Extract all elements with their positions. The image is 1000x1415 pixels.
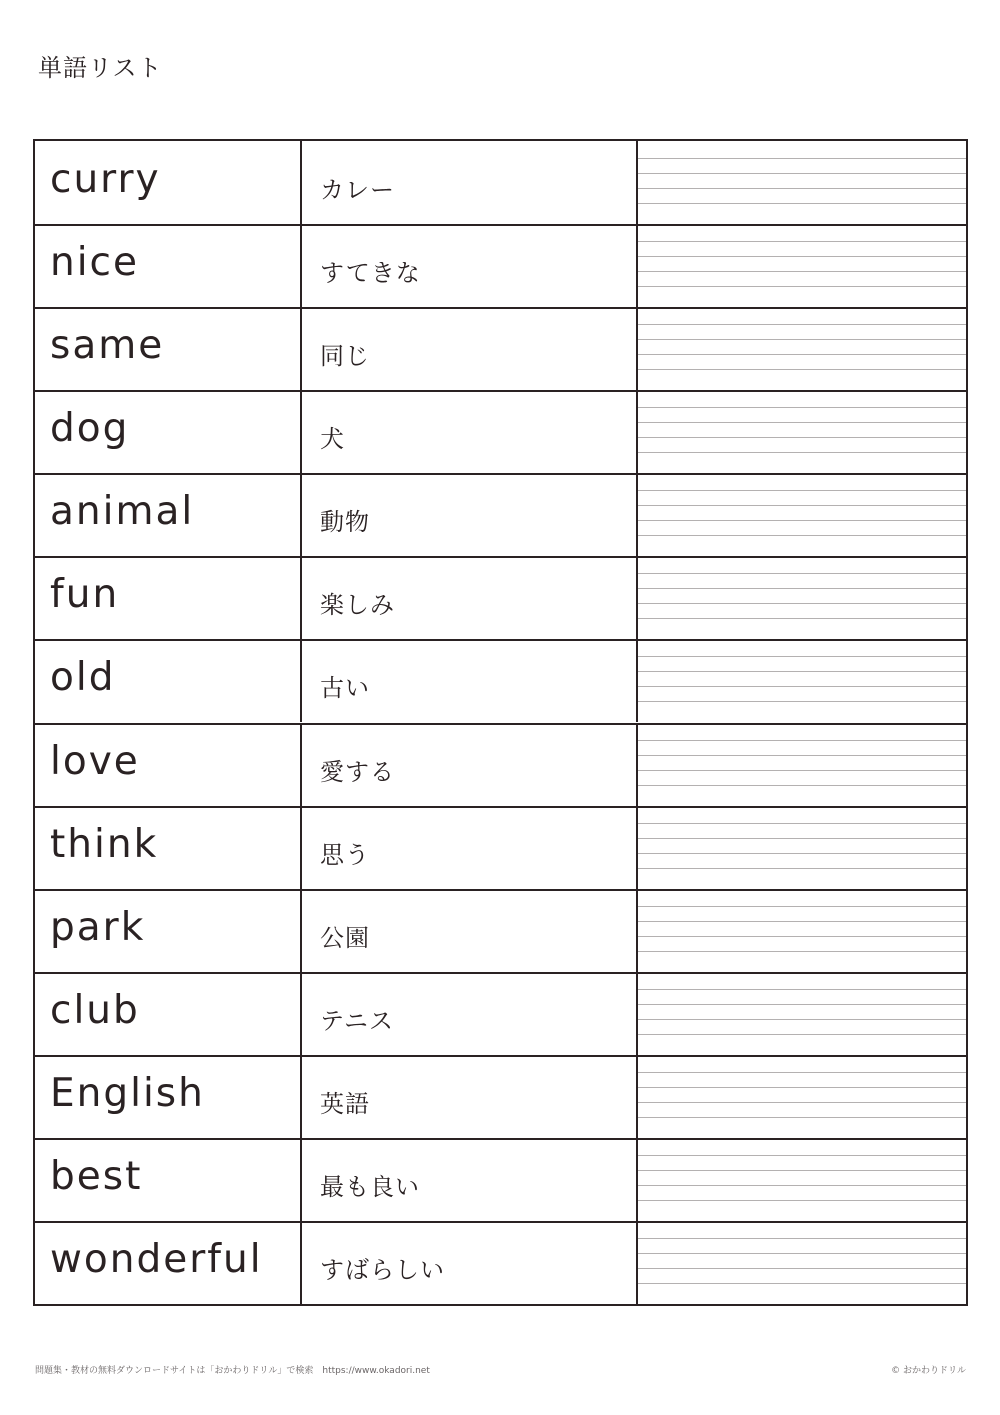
writing-guide-line <box>638 906 966 907</box>
japanese-meaning: 愛する <box>320 757 395 786</box>
writing-guide-line <box>638 339 966 340</box>
writing-guide-line <box>638 686 966 687</box>
japanese-meaning-cell <box>302 723 638 806</box>
writing-guide-line <box>638 1004 966 1005</box>
writing-guide-line <box>638 936 966 937</box>
japanese-meaning-cell <box>302 1221 638 1304</box>
writing-practice-area[interactable] <box>638 390 966 473</box>
writing-guide-line <box>638 740 966 741</box>
writing-practice-area[interactable] <box>638 1221 966 1304</box>
writing-guide-line <box>638 422 966 423</box>
japanese-meaning-cell <box>302 141 638 224</box>
writing-practice-area[interactable] <box>638 889 966 972</box>
english-word-cell <box>35 556 302 639</box>
writing-guide-line <box>638 1283 966 1284</box>
english-word-cell <box>35 307 302 390</box>
writing-guide-line <box>638 838 966 839</box>
english-word: best <box>50 1153 143 1199</box>
japanese-meaning-cell <box>302 307 638 390</box>
word-row <box>35 972 966 1055</box>
english-word-cell <box>35 1221 302 1304</box>
japanese-meaning: すばらしい <box>320 1255 445 1284</box>
word-row <box>35 889 966 972</box>
word-row <box>35 390 966 473</box>
writing-guide-line <box>638 603 966 604</box>
japanese-meaning-cell <box>302 889 638 972</box>
writing-guide-line <box>638 452 966 453</box>
writing-guide-line <box>638 618 966 619</box>
japanese-meaning-cell <box>302 556 638 639</box>
writing-guide-line <box>638 701 966 702</box>
english-word-cell <box>35 723 302 806</box>
japanese-meaning: 思う <box>320 840 370 869</box>
english-word: English <box>50 1070 205 1116</box>
writing-guide-line <box>638 1253 966 1254</box>
japanese-meaning-cell <box>302 1055 638 1138</box>
japanese-meaning: テニス <box>320 1006 395 1035</box>
japanese-meaning: 楽しみ <box>320 591 395 620</box>
writing-guide-line <box>638 1155 966 1156</box>
writing-guide-line <box>638 573 966 574</box>
word-row <box>35 307 966 390</box>
english-word: same <box>50 323 165 369</box>
word-row <box>35 1055 966 1138</box>
writing-guide-line <box>638 989 966 990</box>
writing-guide-line <box>638 490 966 491</box>
japanese-meaning: 公園 <box>320 923 370 952</box>
english-word: fun <box>50 572 120 618</box>
writing-guide-line <box>638 203 966 204</box>
writing-guide-line <box>638 1087 966 1088</box>
english-word: think <box>50 821 159 867</box>
word-row <box>35 806 966 889</box>
japanese-meaning: 犬 <box>320 425 345 454</box>
japanese-meaning-cell <box>302 639 638 722</box>
writing-practice-area[interactable] <box>638 1055 966 1138</box>
english-word: old <box>50 655 116 701</box>
writing-guide-line <box>638 286 966 287</box>
writing-guide-line <box>638 1238 966 1239</box>
japanese-meaning: 動物 <box>320 508 370 537</box>
writing-guide-line <box>638 755 966 756</box>
english-word: love <box>50 738 140 784</box>
writing-guide-line <box>638 656 966 657</box>
writing-practice-area[interactable] <box>638 806 966 889</box>
english-word-cell <box>35 473 302 556</box>
japanese-meaning: すてきな <box>320 259 421 288</box>
writing-guide-line <box>638 1170 966 1171</box>
japanese-meaning: カレー <box>320 176 395 204</box>
japanese-meaning-cell <box>302 224 638 307</box>
english-word: wonderful <box>50 1236 263 1282</box>
japanese-meaning: 同じ <box>320 342 370 371</box>
writing-guide-line <box>638 520 966 521</box>
english-word: park <box>50 904 146 950</box>
writing-guide-line <box>638 588 966 589</box>
english-word-cell <box>35 639 302 722</box>
writing-guide-line <box>638 1019 966 1020</box>
footer-copyright: © おかわりドリル <box>891 1366 966 1376</box>
english-word-cell <box>35 1055 302 1138</box>
writing-guide-line <box>638 853 966 854</box>
word-row <box>35 1221 966 1304</box>
writing-guide-line <box>638 271 966 272</box>
english-word-cell <box>35 224 302 307</box>
writing-guide-line <box>638 1034 966 1035</box>
word-row <box>35 723 966 806</box>
japanese-meaning-cell <box>302 473 638 556</box>
word-row <box>35 1138 966 1221</box>
writing-guide-line <box>638 158 966 159</box>
japanese-meaning: 最も良い <box>320 1172 420 1201</box>
writing-guide-line <box>638 535 966 536</box>
writing-guide-line <box>638 1185 966 1186</box>
writing-practice-area[interactable] <box>638 1138 966 1221</box>
english-word-cell <box>35 972 302 1055</box>
writing-guide-line <box>638 1200 966 1201</box>
writing-guide-line <box>638 1102 966 1103</box>
writing-guide-line <box>638 770 966 771</box>
writing-guide-line <box>638 671 966 672</box>
english-word-cell <box>35 1138 302 1221</box>
writing-guide-line <box>638 437 966 438</box>
japanese-meaning-cell <box>302 1138 638 1221</box>
writing-guide-line <box>638 354 966 355</box>
english-word: dog <box>50 406 130 452</box>
writing-guide-line <box>638 921 966 922</box>
writing-guide-line <box>638 256 966 257</box>
writing-guide-line <box>638 241 966 242</box>
word-row <box>35 639 966 722</box>
japanese-meaning-cell <box>302 806 638 889</box>
english-word: animal <box>50 489 195 535</box>
writing-guide-line <box>638 407 966 408</box>
english-word: curry <box>50 157 161 202</box>
writing-guide-line <box>638 188 966 189</box>
english-word-cell <box>35 141 302 224</box>
english-word: club <box>50 987 140 1033</box>
writing-guide-line <box>638 823 966 824</box>
english-word-cell <box>35 889 302 972</box>
writing-practice-area[interactable] <box>638 972 966 1055</box>
writing-practice-area[interactable] <box>638 639 966 722</box>
writing-guide-line <box>638 785 966 786</box>
word-table <box>33 139 968 1306</box>
english-word: nice <box>50 240 139 286</box>
writing-guide-line <box>638 951 966 952</box>
japanese-meaning: 古い <box>320 674 370 703</box>
writing-practice-area[interactable] <box>638 723 966 806</box>
writing-practice-area[interactable] <box>638 556 966 639</box>
writing-guide-line <box>638 1117 966 1118</box>
writing-practice-area[interactable] <box>638 307 966 390</box>
footer-site-note: 問題集・教材の無料ダウンロードサイトは「おかわりドリル」で検索 https://www.okadori.net <box>35 1366 430 1376</box>
writing-guide-line <box>638 505 966 506</box>
word-row <box>35 141 966 224</box>
japanese-meaning-cell <box>302 972 638 1055</box>
writing-guide-line <box>638 868 966 869</box>
writing-guide-line <box>638 369 966 370</box>
writing-guide-line <box>638 1072 966 1073</box>
page-title: 単語リスト <box>38 54 163 82</box>
word-row <box>35 224 966 307</box>
english-word-cell <box>35 806 302 889</box>
writing-guide-line <box>638 324 966 325</box>
writing-guide-line <box>638 173 966 174</box>
japanese-meaning-cell <box>302 390 638 473</box>
writing-practice-area[interactable] <box>638 141 966 224</box>
japanese-meaning: 英語 <box>320 1089 370 1118</box>
writing-practice-area[interactable] <box>638 473 966 556</box>
writing-practice-area[interactable] <box>638 224 966 307</box>
english-word-cell <box>35 390 302 473</box>
word-row <box>35 473 966 556</box>
word-row <box>35 556 966 639</box>
writing-guide-line <box>638 1268 966 1269</box>
